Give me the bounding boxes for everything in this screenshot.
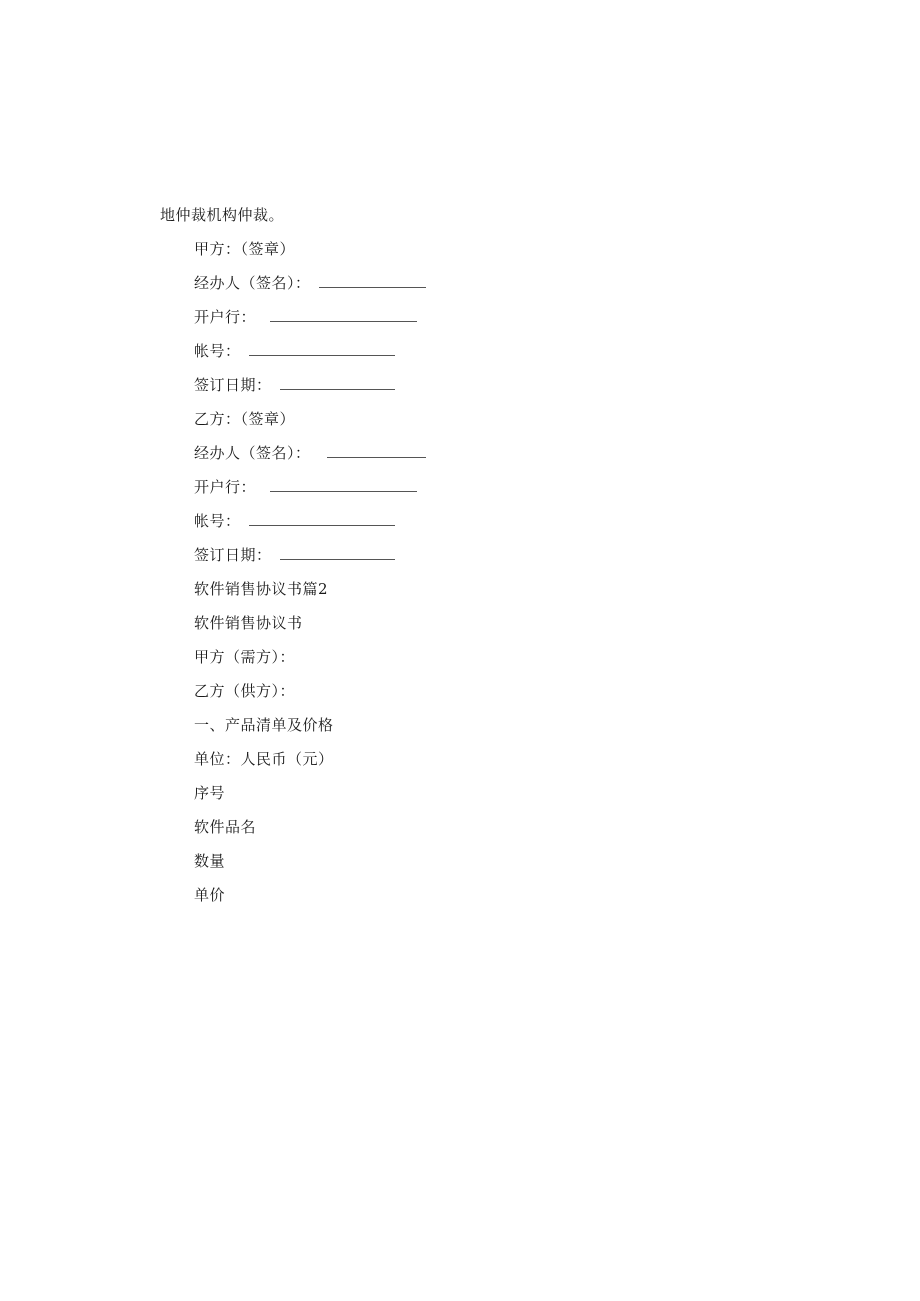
party-a-buyer-label: 甲方（需方）： [194, 648, 296, 666]
party-a-date-blank[interactable] [280, 375, 395, 390]
column-serial: 序号 [194, 784, 226, 802]
party-a-bank-row [194, 307, 417, 327]
party-a-bank-blank[interactable] [270, 307, 417, 322]
currency-unit: 单位：人民币（元） [194, 750, 334, 768]
party-b-bank-row [194, 477, 417, 497]
party-a-account-row [194, 341, 395, 361]
column-unit-price: 单价 [194, 886, 226, 904]
party-a-account-blank[interactable] [249, 341, 395, 356]
party-a-date-label: 签订日期： [194, 376, 272, 394]
article-heading: 软件销售协议书篇2 [194, 580, 329, 598]
column-quantity: 数量 [194, 852, 226, 870]
party-b-supplier-label: 乙方（供方）： [194, 682, 296, 700]
column-software-name: 软件品名 [194, 818, 257, 836]
section-one-heading: 一、产品清单及价格 [194, 716, 334, 734]
party-a-agent-blank[interactable] [319, 273, 426, 288]
party-b-date-blank[interactable] [280, 545, 395, 560]
party-b-date-row [194, 545, 395, 565]
party-a-seal-label: 甲方：（签章） [194, 240, 296, 258]
party-a-bank-label: 开户行： [194, 308, 257, 326]
party-b-agent-blank[interactable] [327, 443, 426, 458]
party-b-bank-blank[interactable] [270, 477, 417, 492]
party-a-account-label: 帐号： [194, 342, 241, 360]
party-b-date-label: 签订日期： [194, 546, 272, 564]
party-b-agent-row [194, 443, 426, 463]
party-b-agent-label: 经办人（签名）： [194, 444, 311, 462]
party-a-agent-label: 经办人（签名）： [194, 274, 311, 292]
party-b-account-label: 帐号： [194, 512, 241, 530]
continuation-text: 地仲裁机构仲裁。 [160, 206, 285, 224]
article-title: 软件销售协议书 [194, 614, 303, 632]
party-b-seal-label: 乙方：（签章） [194, 410, 296, 428]
party-a-agent-row [194, 273, 426, 293]
party-b-account-blank[interactable] [249, 511, 395, 526]
party-b-bank-label: 开户行： [194, 478, 257, 496]
party-a-date-row [194, 375, 395, 395]
party-b-account-row [194, 511, 395, 531]
